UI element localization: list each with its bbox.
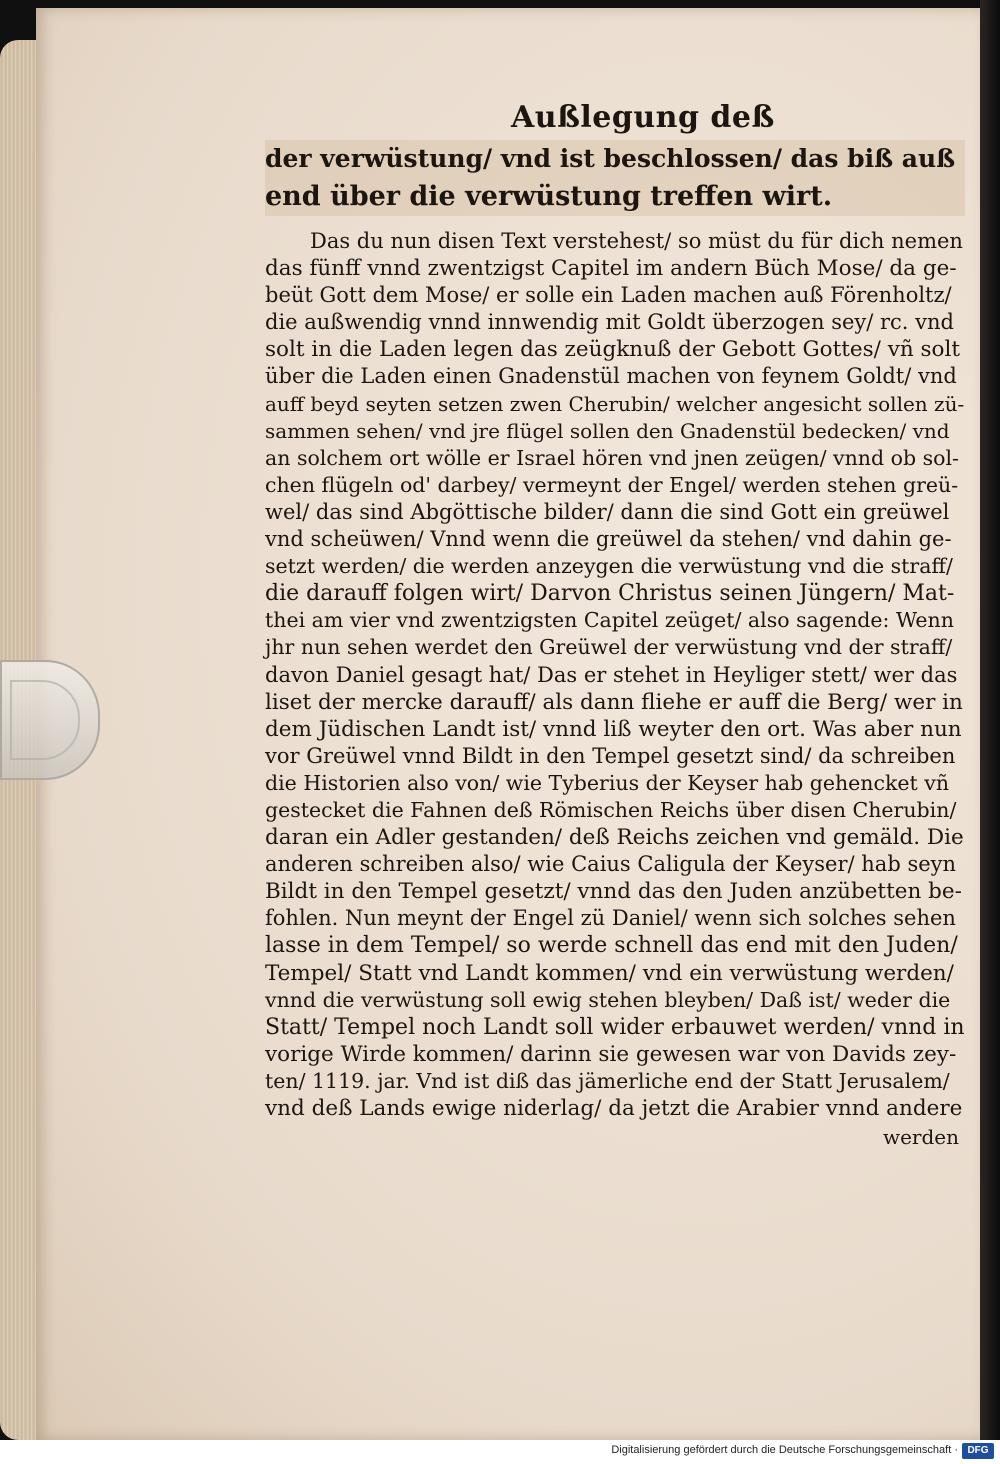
body-line: Bildt in den Tempel gesetzt/ vnnd das den Juden anzübetten be-: [265, 879, 962, 905]
body-line: dem Jüdischen Landt ist/ vnnd liß weyter den ort. Was aber nun: [265, 716, 962, 742]
heading-line: der verwüstung/ vnd ist beschlossen/ das biß auß: [265, 144, 956, 173]
footer-bar: [0, 1440, 1000, 1464]
body-line: Das du nun disen Text verstehest/ so müst du für dich nemen: [310, 229, 963, 253]
body-line: wel/ das sind Abgöttische bilder/ dann die sind Gott ein greüwel: [265, 499, 950, 524]
body-line: daran ein Adler gestanden/ deß Reichs zeichen vnd gemäld. Die: [265, 825, 964, 851]
body-line: lasse in dem Tempel/ so werde schnell das end mit den Juden/: [265, 933, 958, 959]
body-line: die darauff folgen wirt/ Darvon Christus seinen Jüngern/ Mat-: [265, 581, 955, 607]
funding-credit: Digitalisierung gefördert durch die Deutsche Forschungsgemeinschaft ·: [611, 1444, 958, 1456]
body-line: thei am vier vnd zwentzigsten Capitel zeüget/ also sagende: Wenn: [265, 608, 954, 633]
body-line: beüt Gott dem Mose/ er solle ein Laden machen auß Förenholtz/: [265, 283, 952, 308]
body-line: solt in die Laden legen das zeügknuß der Gebott Gottes/ vñ solt: [265, 337, 961, 363]
body-line: vorige Wirde kommen/ darinn sie gewesen war von Davids zey-: [265, 1041, 957, 1067]
body-line: das fünff vnnd zwentzigst Capitel im andern Büch Mose/ da ge-: [265, 256, 957, 282]
body-line: an solchem ort wölle er Israel hören vnd jnen zeügen/ vnnd ob sol-: [265, 445, 959, 470]
body-line: davon Daniel gesagt hat/ Das er stehet in Heyliger stett/ wer das: [265, 662, 958, 687]
body-line: setzt werden/ die werden anzeygen die verwüstung vnd die straff/: [265, 554, 953, 579]
body-line: fohlen. Nun meynt der Engel zü Daniel/ wenn sich solches sehen: [265, 906, 956, 931]
body-line: vnnd die verwüstung soll ewig stehen bleyben/ Daß ist/ weder die: [265, 987, 951, 1012]
heading-line: end über die verwüstung treffen wirt.: [265, 181, 833, 212]
body-text: [265, 228, 965, 1122]
body-line: auff beyd seyten setzen zwen Cherubin/ welcher angesicht sollen zü-: [265, 391, 965, 416]
body-line: Tempel/ Statt vnd Landt kommen/ vnd ein verwüstung werden/: [265, 960, 954, 986]
body-line: jhr nun sehen werdet den Greüwel der verwüstung vnd der straff/: [265, 635, 953, 660]
body-line: chen flügeln od' darbey/ vermeynt der Engel/ werden stehen greü-: [265, 472, 959, 497]
body-line: liset der mercke darauff/ als dann fliehe er auff die Berg/ wer in: [265, 689, 963, 715]
section-heading: [265, 140, 965, 216]
page-clip-inner: [10, 680, 80, 760]
page-text: [265, 100, 965, 1150]
body-line: gestecket die Fahnen deß Römischen Reichs über disen Cherubin/: [265, 797, 957, 822]
body-line: vnd deß Lands ewige niderlag/ da jetzt die Arabier vnnd andere: [265, 1096, 963, 1121]
body-line: anderen schreiben also/ wie Caius Caligula der Keyser/ hab seyn: [265, 852, 957, 877]
body-line: vnd scheüwen/ Vnnd wenn die greüwel da stehen/ vnd dahin ge-: [265, 527, 952, 552]
catchword: werden: [882, 1125, 959, 1150]
running-head: Außlegung deß: [511, 100, 775, 135]
body-line: vor Greüwel vnnd Bildt in den Tempel gesetzt sind/ da schreiben: [265, 743, 956, 768]
page-clip: [0, 660, 100, 780]
dfg-logo: DFG: [962, 1443, 994, 1459]
body-line: sammen sehen/ vnd jre flügel sollen den Gnadenstül bedecken/ vnd: [265, 418, 950, 443]
body-line: die Historien also von/ wie Tyberius der Keyser hab gehencket vñ: [265, 770, 950, 795]
body-line: ten/ 1119. jar. Vnd ist diß das jämerliche end der Statt Jerusalem/: [265, 1068, 950, 1093]
body-line: über die Laden einen Gnadenstül machen von feynem Goldt/ vnd: [265, 364, 957, 389]
body-line: Statt/ Tempel noch Landt soll wider erbauwet werden/ vnnd in: [265, 1014, 965, 1040]
body-line: die außwendig vnnd innwendig mit Goldt überzogen sey/ rc. vnd: [265, 310, 954, 335]
gutter-shadow: [980, 0, 1000, 1440]
